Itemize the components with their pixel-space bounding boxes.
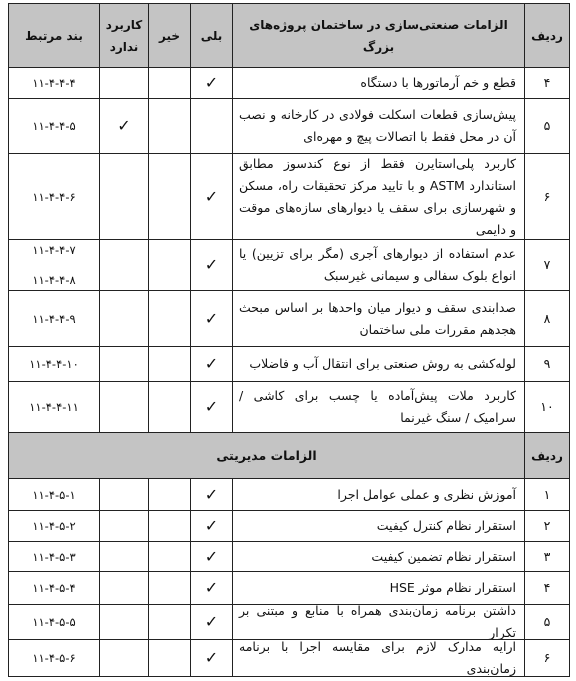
row-description: کاربرد ملات پیش‌آماده یا چسب برای کاشی / سرامیک / سنگ غیرنما bbox=[239, 388, 516, 425]
reference-line bbox=[29, 392, 79, 422]
reference-list bbox=[32, 304, 75, 334]
row-description-cell bbox=[232, 541, 524, 571]
row-description: عدم استفاده از دیوارهای آجری (مگر برای تزیین) یا انواع بلوک سفالی و سیمانی غیرسبک bbox=[239, 246, 516, 283]
reference-code: ۱۱-۴-۴-۴ bbox=[32, 76, 76, 90]
reference-code: ۱۱-۴-۴-۷ bbox=[32, 243, 76, 257]
row-number-cell bbox=[524, 67, 569, 98]
reference-code: ۱۱-۴-۵-۵ bbox=[32, 615, 76, 629]
row-description-cell bbox=[232, 510, 524, 541]
reference-code: ۱۱-۴-۵-۶ bbox=[32, 651, 76, 665]
row-yes-cell bbox=[190, 381, 232, 432]
row-number-cell bbox=[524, 346, 569, 381]
row-no-cell bbox=[148, 604, 190, 639]
row-number-cell bbox=[524, 381, 569, 432]
row-yes-cell bbox=[190, 67, 232, 98]
header-yes-label: بلی bbox=[200, 28, 223, 43]
check-mark-icon: ✓ bbox=[117, 116, 131, 135]
row-number-cell bbox=[524, 478, 569, 510]
check-mark-icon: ✓ bbox=[204, 648, 219, 667]
reference-list bbox=[32, 239, 75, 290]
reference-line bbox=[32, 304, 75, 334]
row-yes-cell bbox=[190, 478, 232, 510]
row-na-cell bbox=[99, 290, 148, 346]
row-no-cell bbox=[148, 346, 190, 381]
reference-line bbox=[32, 111, 75, 141]
header-reference-label: بند مرتبط bbox=[25, 28, 83, 43]
row-number-cell bbox=[524, 510, 569, 541]
row-na-cell bbox=[99, 541, 148, 571]
row-na-cell bbox=[99, 153, 148, 239]
check-mark-icon: ✓ bbox=[204, 354, 219, 373]
check-mark-icon: ✓ bbox=[204, 578, 219, 597]
row-na-cell bbox=[99, 98, 148, 153]
row-reference-cell bbox=[8, 639, 99, 676]
row-no-cell bbox=[148, 290, 190, 346]
table-right-border bbox=[569, 3, 570, 676]
reference-line bbox=[32, 511, 75, 541]
header-row-label: ردیف bbox=[531, 28, 563, 43]
header-not-applicable-label: کاربرد ندارد bbox=[105, 17, 143, 54]
reference-code: ۱۱-۴-۴-۱۱ bbox=[29, 400, 79, 414]
row-number-cell bbox=[524, 290, 569, 346]
row-reference-cell bbox=[8, 478, 99, 510]
row-yes-cell bbox=[190, 510, 232, 541]
reference-list bbox=[32, 607, 75, 637]
check-mark-icon: ✓ bbox=[204, 308, 219, 328]
reference-line bbox=[32, 542, 75, 572]
check-mark-icon: ✓ bbox=[204, 397, 219, 416]
row-description-cell bbox=[232, 639, 524, 676]
row-na-cell bbox=[99, 604, 148, 639]
row-no-cell bbox=[148, 541, 190, 571]
row-na-cell bbox=[99, 478, 148, 510]
reference-list bbox=[32, 182, 75, 212]
row-number: ۳ bbox=[543, 548, 551, 564]
row-description-cell bbox=[232, 478, 524, 510]
reference-line bbox=[32, 182, 75, 212]
row-reference-cell bbox=[8, 571, 99, 604]
reference-list bbox=[29, 349, 79, 379]
row-description: کاربرد پلی‌استایرن فقط از نوع کندسوز مطابق استاندارد ASTM و با تایید مرکز تحقیقات راه، مسکن و شهرسازی برای سقف یا دیوارهای سازه‌های موقت و دایمی bbox=[239, 155, 516, 237]
row-description: استقرار نظام کنترل کیفیت bbox=[376, 518, 516, 533]
row-reference-cell bbox=[8, 98, 99, 153]
row-description: آموزش نظری و عملی عوامل اجرا bbox=[337, 486, 516, 502]
reference-list bbox=[32, 68, 75, 98]
row-number: ۹ bbox=[543, 356, 551, 371]
row-na-cell bbox=[99, 510, 148, 541]
reference-line bbox=[32, 480, 75, 510]
row-description-cell bbox=[232, 346, 524, 381]
reference-list bbox=[29, 392, 79, 422]
reference-line bbox=[32, 573, 75, 603]
reference-code: ۱۱-۴-۵-۲ bbox=[32, 519, 76, 533]
row-reference-cell bbox=[8, 67, 99, 98]
row-number: ۴ bbox=[543, 75, 551, 90]
row-number-cell bbox=[524, 604, 569, 639]
row-description-cell bbox=[232, 604, 524, 639]
row-no-cell bbox=[148, 510, 190, 541]
row-description-cell bbox=[232, 239, 524, 290]
row-no-cell bbox=[148, 98, 190, 153]
row-na-cell bbox=[99, 67, 148, 98]
row-yes-cell bbox=[190, 639, 232, 676]
reference-line bbox=[29, 349, 79, 379]
check-mark-icon: ✓ bbox=[204, 516, 219, 535]
reference-code: ۱۱-۴-۵-۴ bbox=[32, 581, 76, 595]
check-mark-icon: ✓ bbox=[204, 186, 219, 206]
row-na-cell bbox=[99, 381, 148, 432]
reference-list bbox=[32, 480, 75, 510]
row-no-cell bbox=[148, 153, 190, 239]
row-reference-cell bbox=[8, 381, 99, 432]
row-yes-cell bbox=[190, 604, 232, 639]
table-bottom-border bbox=[8, 676, 570, 677]
header-yes bbox=[190, 3, 232, 67]
row-number: ۶ bbox=[543, 650, 551, 665]
row-description-cell bbox=[232, 67, 524, 98]
section2-title: الزامات مدیریتی bbox=[216, 447, 317, 463]
row-number: ۵ bbox=[543, 118, 551, 133]
reference-code: ۱۱-۴-۴-۸ bbox=[32, 273, 76, 287]
row-description-cell bbox=[232, 98, 524, 153]
row-yes-cell bbox=[190, 346, 232, 381]
row-reference-cell bbox=[8, 290, 99, 346]
row-reference-cell bbox=[8, 346, 99, 381]
row-number-cell bbox=[524, 541, 569, 571]
header-no bbox=[148, 3, 190, 67]
row-no-cell bbox=[148, 239, 190, 290]
header-description-label: الزامات صنعتی‌سازی در ساختمان پروژه‌های بزرگ bbox=[249, 17, 508, 54]
row-number: ۱۰ bbox=[540, 399, 554, 414]
row-number: ۸ bbox=[543, 310, 551, 326]
check-mark-icon: ✓ bbox=[204, 612, 219, 631]
row-reference-cell bbox=[8, 510, 99, 541]
check-mark-icon: ✓ bbox=[204, 255, 219, 274]
check-mark-icon: ✓ bbox=[204, 546, 219, 566]
header-row-number bbox=[524, 3, 569, 67]
row-yes-cell bbox=[190, 541, 232, 571]
reference-code: ۱۱-۴-۴-۵ bbox=[32, 119, 76, 133]
reference-list bbox=[32, 111, 75, 141]
header-no-label: خیر bbox=[159, 28, 181, 43]
row-number-cell bbox=[524, 153, 569, 239]
row-number: ۱ bbox=[543, 486, 551, 502]
row-na-cell bbox=[99, 346, 148, 381]
reference-list bbox=[32, 542, 75, 572]
row-number-cell bbox=[524, 571, 569, 604]
row-description: داشتن برنامه زمان‌بندی همراه با منابع و مبتنی بر تکرار bbox=[239, 604, 516, 639]
header-not-applicable bbox=[99, 3, 148, 67]
reference-code: ۱۱-۴-۴-۶ bbox=[32, 189, 76, 204]
row-no-cell bbox=[148, 67, 190, 98]
row-description: قطع و خم آرماتورها با دستگاه bbox=[360, 75, 516, 90]
check-mark-icon: ✓ bbox=[204, 73, 219, 92]
reference-list bbox=[32, 643, 75, 673]
reference-code: ۱۱-۴-۵-۱ bbox=[32, 487, 76, 502]
row-number: ۷ bbox=[543, 257, 551, 272]
row-number: ۵ bbox=[543, 614, 551, 629]
reference-list bbox=[32, 511, 75, 541]
row-reference-cell bbox=[8, 604, 99, 639]
row-yes-cell bbox=[190, 571, 232, 604]
row-yes-cell bbox=[190, 290, 232, 346]
reference-code: ۱۱-۴-۴-۹ bbox=[32, 311, 76, 326]
section2-row-label: ردیف bbox=[531, 448, 563, 463]
row-reference-cell bbox=[8, 541, 99, 571]
row-description: ارایه مدارک لازم برای مقایسه اجرا با برنامه زمان‌بندی bbox=[239, 639, 516, 676]
row-no-cell bbox=[148, 571, 190, 604]
row-description: استقرار نظام تضمین کیفیت bbox=[371, 548, 516, 564]
reference-line bbox=[32, 643, 75, 673]
row-description-cell bbox=[232, 381, 524, 432]
row-number: ۲ bbox=[543, 518, 551, 533]
row-na-cell bbox=[99, 571, 148, 604]
section2-row-header bbox=[524, 432, 569, 478]
row-number-cell bbox=[524, 98, 569, 153]
row-description-cell bbox=[232, 290, 524, 346]
reference-line bbox=[32, 239, 75, 265]
row-description: پیش‌سازی قطعات اسکلت فولادی در کارخانه و نصب آن در محل فقط با اتصالات پیچ و مهره‌ای bbox=[239, 107, 516, 144]
row-no-cell bbox=[148, 478, 190, 510]
reference-list bbox=[32, 573, 75, 603]
reference-line bbox=[32, 607, 75, 637]
row-no-cell bbox=[148, 639, 190, 676]
row-number: ۶ bbox=[543, 188, 551, 204]
row-number: ۴ bbox=[543, 580, 551, 595]
row-description-cell bbox=[232, 571, 524, 604]
row-yes-cell bbox=[190, 98, 232, 153]
row-description: استقرار نظام موثر HSE bbox=[389, 580, 516, 595]
header-reference bbox=[8, 3, 99, 67]
row-yes-cell bbox=[190, 239, 232, 290]
row-na-cell bbox=[99, 239, 148, 290]
reference-line bbox=[32, 265, 75, 290]
row-no-cell bbox=[148, 381, 190, 432]
header-description bbox=[232, 3, 524, 67]
row-na-cell bbox=[99, 639, 148, 676]
section2-title-cell bbox=[8, 432, 524, 478]
row-number-cell bbox=[524, 639, 569, 676]
row-reference-cell bbox=[8, 153, 99, 239]
check-mark-icon: ✓ bbox=[204, 484, 219, 504]
row-number-cell bbox=[524, 239, 569, 290]
row-description-cell bbox=[232, 153, 524, 239]
row-description: صدابندی سقف و دیوار میان واحدها بر اساس مبحث هجدهم مقررات ملی ساختمان bbox=[239, 299, 516, 337]
row-yes-cell bbox=[190, 153, 232, 239]
row-reference-cell bbox=[8, 239, 99, 290]
reference-code: ۱۱-۴-۴-۱۰ bbox=[29, 357, 79, 371]
reference-line bbox=[32, 68, 75, 98]
reference-code: ۱۱-۴-۵-۳ bbox=[32, 549, 76, 564]
row-description: لوله‌کشی به روش صنعتی برای انتقال آب و فاضلاب bbox=[249, 356, 516, 371]
